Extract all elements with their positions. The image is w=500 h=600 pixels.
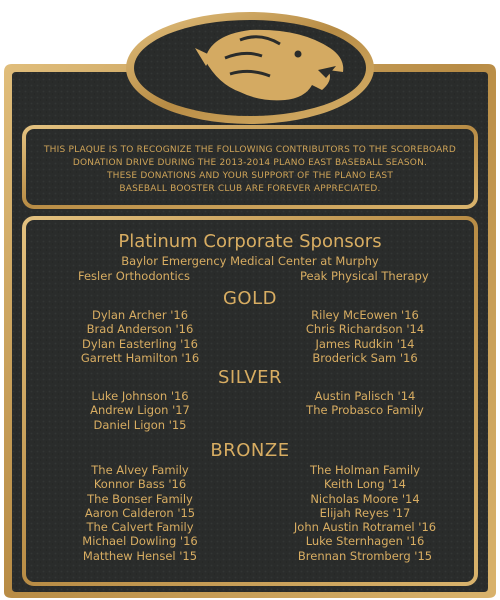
intro-line-4: BASEBALL BOOSTER CLUB ARE FOREVER APPRECIATED. [119, 184, 381, 194]
intro-line-2: DONATION DRIVE DURING THE 2013-2014 PLANO EAST BASEBALL SEASON. [72, 158, 428, 168]
list-item: Luke Johnson '16 [91, 389, 189, 403]
list-item: The Probasco Family [306, 403, 424, 418]
list-item: John Austin Rotramel '16 [293, 520, 437, 535]
list-item: James Rudkin '14 [315, 336, 415, 351]
list-item: Brennan Stromberg '15 [297, 548, 433, 563]
list-item: Broderick Sam '16 [312, 350, 418, 365]
platinum-heading: Platinum Corporate Sponsors [118, 231, 382, 252]
list-item: Matthew Hensel '15 [82, 548, 198, 563]
intro-line-3: THESE DONATIONS AND YOUR SUPPORT OF THE PLANO EAST [106, 171, 394, 181]
bronze-left-list [40, 463, 240, 563]
list-item: The Alvey Family [91, 463, 189, 477]
platinum-left-sponsor: Fesler Orthodontics [78, 269, 190, 283]
list-item: Brad Anderson '16 [86, 322, 194, 337]
list-item: Michael Dowling '16 [82, 534, 198, 549]
intro-line-1: THIS PLAQUE IS TO RECOGNIZE THE FOLLOWING CONTRIBUTORS TO THE SCOREBOARD [43, 145, 457, 155]
bronze-heading: BRONZE [210, 440, 290, 461]
list-item: Dylan Archer '16 [91, 308, 189, 322]
list-item: Daniel Ligon '15 [93, 417, 187, 432]
list-item: The Holman Family [309, 463, 421, 477]
list-item: Austin Palisch '14 [314, 389, 416, 403]
list-item: The Calvert Family [86, 520, 194, 535]
platinum-main-sponsor: Baylor Emergency Medical Center at Murphy [121, 254, 379, 268]
list-item: Dylan Easterling '16 [82, 336, 198, 351]
gold-right-list [265, 308, 465, 365]
silver-left-list [40, 389, 240, 432]
silver-heading: SILVER [218, 367, 282, 388]
list-item: Nicholas Moore '14 [310, 491, 420, 506]
bronze-right-list [265, 463, 465, 563]
list-item: Garrett Hamilton '16 [80, 350, 200, 365]
list-item: Aaron Calderon '15 [84, 505, 196, 520]
list-item: Konnor Bass '16 [93, 477, 187, 492]
silver-right-list [265, 389, 465, 418]
list-item: Andrew Ligon '17 [90, 403, 190, 418]
gold-heading: GOLD [222, 288, 277, 309]
gold-left-list [40, 308, 240, 365]
list-item: Chris Richardson '14 [305, 322, 425, 337]
list-item: The Bonser Family [87, 491, 193, 506]
platinum-right-sponsor: Peak Physical Therapy [300, 269, 429, 283]
list-item: Luke Sternhagen '16 [305, 534, 425, 549]
list-item: Riley McEowen '16 [311, 308, 419, 322]
list-item: Elijah Reyes '17 [319, 505, 411, 520]
list-item: Keith Long '14 [324, 477, 406, 492]
